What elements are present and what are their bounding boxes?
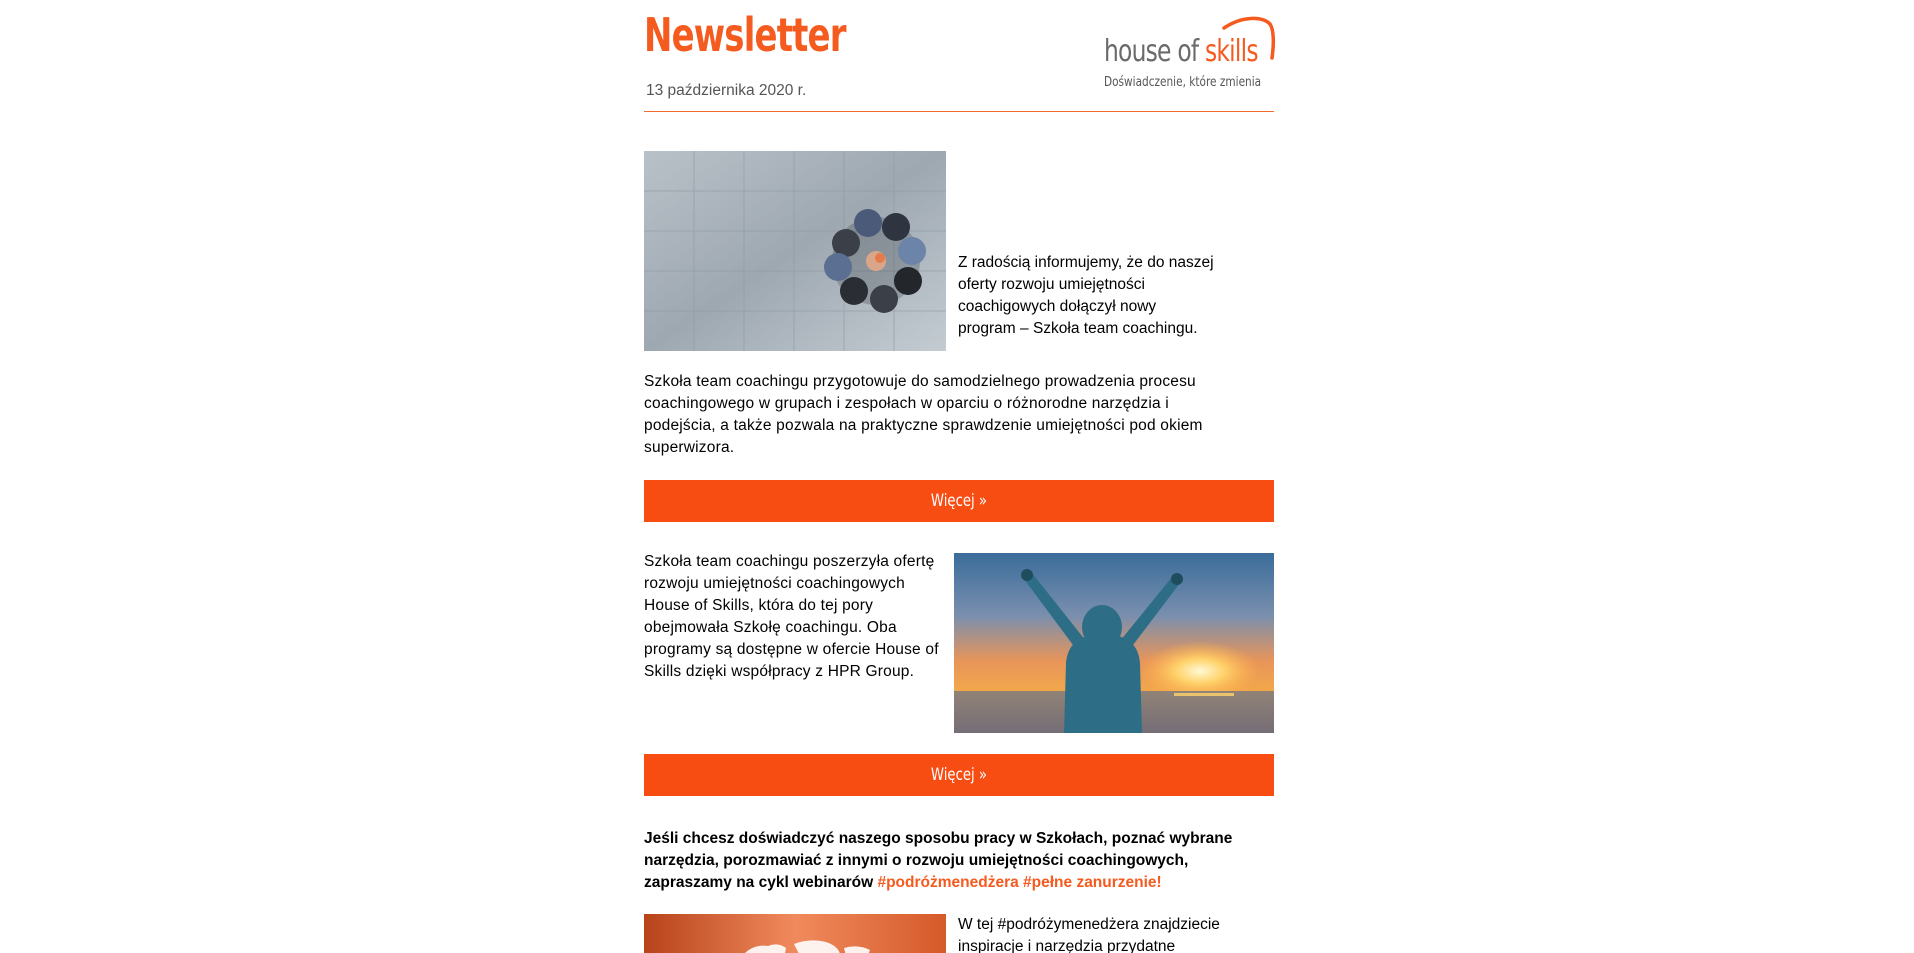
- sunset-photo-illustration: [954, 553, 1274, 733]
- world-map-image: [644, 914, 946, 953]
- newsletter-container: [644, 0, 1274, 953]
- team-photo-illustration: [644, 151, 946, 351]
- newsletter-date: 13 października 2020 r.: [646, 82, 807, 99]
- webinar-invitation-text: [644, 828, 1274, 894]
- offer-expansion-text: Szkoła team coachingu poszerzyła ofertę rozwoju umiejętności coachingowych House of Skills, która do tej pory obejmowała Szkołę coachingu. Oba programy są dostępne w ofercie House of Skills dzięki współpracy z HPR Group.: [644, 553, 939, 680]
- sunset-raised-arms-image: [954, 553, 1274, 733]
- newsletter-title: Newsletter: [644, 8, 846, 62]
- more-button-1-label: Więcej »: [930, 491, 988, 511]
- house-of-skills-logo[interactable]: [1104, 14, 1274, 94]
- more-button-2-label: Więcej »: [930, 765, 988, 785]
- logo-skills-text: skills: [1204, 34, 1258, 69]
- logo-house-text: house of: [1104, 34, 1205, 69]
- webinar-hashtags-link[interactable]: #podróżmenedżera #pełne zanurzenie!: [877, 874, 1162, 891]
- more-button-1[interactable]: [644, 480, 1274, 522]
- world-map-illustration: [644, 914, 946, 953]
- intro-announcement-text: Z radością informujemy, że do naszej oferty rozwoju umiejętności coachigowych dołączył nowy program – Szkoła team coachingu.: [958, 254, 1214, 337]
- webinar-invitation-body: Jeśli chcesz doświadczyć naszego sposobu pracy w Szkołach, poznać wybrane narzędzia, porozmawiać z innymi o rozwoju umiejętności coachingowych, zapraszamy na cykl webinarów: [644, 830, 1233, 891]
- journey-description-text: W tej #podróżymenedżera znajdziecie inspiracje i narzędzia przydatne: [958, 916, 1220, 953]
- logo-tagline: Doświadczenie, które zmienia: [1104, 74, 1262, 90]
- logo-wordmark: [1104, 34, 1258, 69]
- more-button-2[interactable]: [644, 754, 1274, 796]
- team-hands-together-image: [644, 151, 946, 351]
- team-coaching-description: Szkoła team coachingu przygotowuje do samodzielnego prowadzenia procesu coachingowego w grupach i zespołach w oparciu o różnorodne narzędzia i podejścia, a także pozwala na praktyczne sprawdzenie umiejętności pod okiem superwizora.: [644, 373, 1203, 456]
- newsletter-header: [644, 0, 1274, 112]
